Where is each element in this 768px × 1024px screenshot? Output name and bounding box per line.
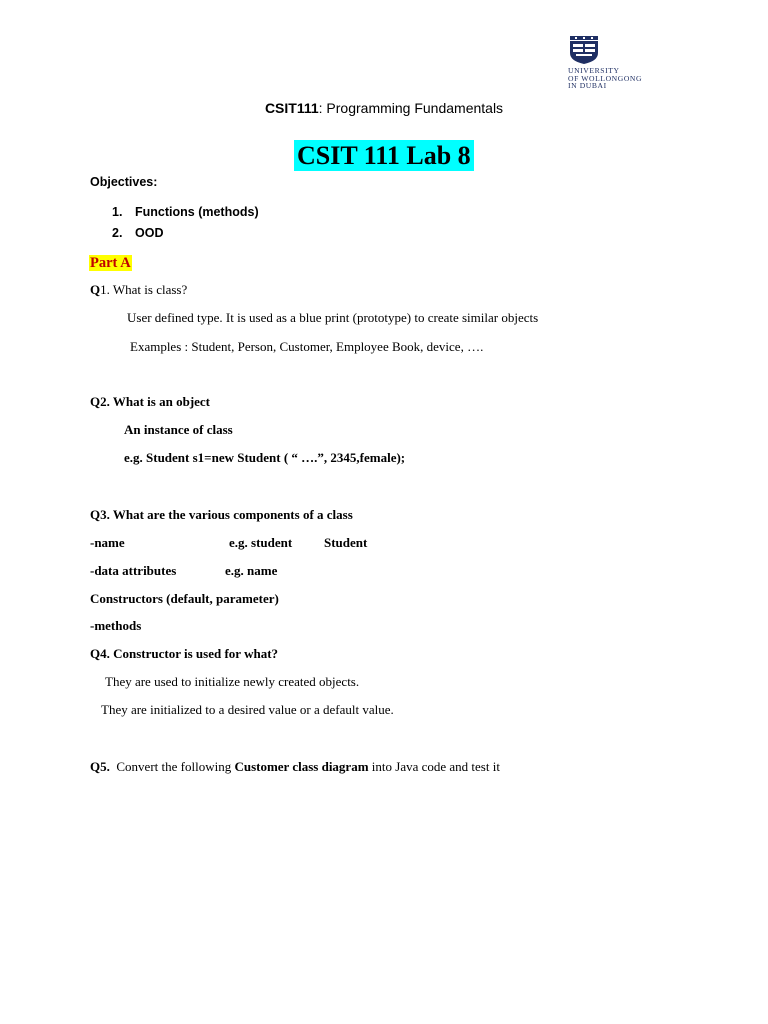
logo-line: UNIVERSITY xyxy=(568,66,620,75)
university-crest-icon xyxy=(568,36,600,64)
component-name-example-class: Student xyxy=(324,535,368,550)
logo-line: IN DUBAI xyxy=(568,81,607,91)
component-data-attributes-example: e.g. name xyxy=(225,563,278,578)
question-1-text: 1. What is class? xyxy=(100,282,188,297)
question-5-label: Q5. xyxy=(90,759,110,774)
logo-text xyxy=(568,67,642,90)
component-name-example: e.g. student xyxy=(229,535,293,550)
answer-1-line-1: User defined type. It is used as a blue print (prototype) to create similar objects xyxy=(127,310,539,325)
component-methods: -methods xyxy=(90,618,142,633)
component-data-attributes: -data attributes xyxy=(90,563,177,578)
question-4: Q4. Constructor is used for what? xyxy=(90,646,279,661)
course-heading xyxy=(0,100,768,116)
course-name: : Programming Fundamentals xyxy=(318,100,504,116)
objective-item: OOD xyxy=(135,226,164,240)
question-5-text-before: Convert the following xyxy=(116,759,232,774)
logo-line: OF WOLLONGONG xyxy=(568,73,643,83)
question-1-label: Q xyxy=(90,282,101,297)
part-a-heading xyxy=(89,254,132,272)
university-logo xyxy=(566,36,666,90)
question-2: Q2. What is an object xyxy=(90,394,211,409)
question-1 xyxy=(90,282,187,298)
objective-number: 2. xyxy=(112,226,123,240)
answer-4-line-1: They are used to initialize newly created objects. xyxy=(105,674,360,689)
lab-title: CSIT 111 Lab 8 xyxy=(294,140,474,171)
objective-item: Functions (methods) xyxy=(135,205,259,219)
answer-2-line-2: e.g. Student s1=new Student ( “ ….”, 2345,female); xyxy=(124,450,406,465)
objectives-heading: Objectives: xyxy=(90,175,158,189)
answer-2-line-1: An instance of class xyxy=(124,422,233,437)
component-constructors: Constructors (default, parameter) xyxy=(90,591,279,606)
question-5 xyxy=(90,759,500,775)
question-5-text-after: into Java code and test it xyxy=(371,759,500,774)
answer-1-line-2: Examples : Student, Person, Customer, Employee Book, device, …. xyxy=(130,339,484,354)
component-name: -name xyxy=(90,535,125,550)
question-3: Q3. What are the various components of a class xyxy=(90,507,353,522)
answer-4-line-2: They are initialized to a desired value or a default value. xyxy=(101,702,394,717)
course-code: CSIT111 xyxy=(264,100,319,116)
objective-number: 1. xyxy=(112,205,123,219)
question-5-emphasis: Customer class diagram xyxy=(234,759,369,774)
part-a-label: Part A xyxy=(90,255,131,271)
